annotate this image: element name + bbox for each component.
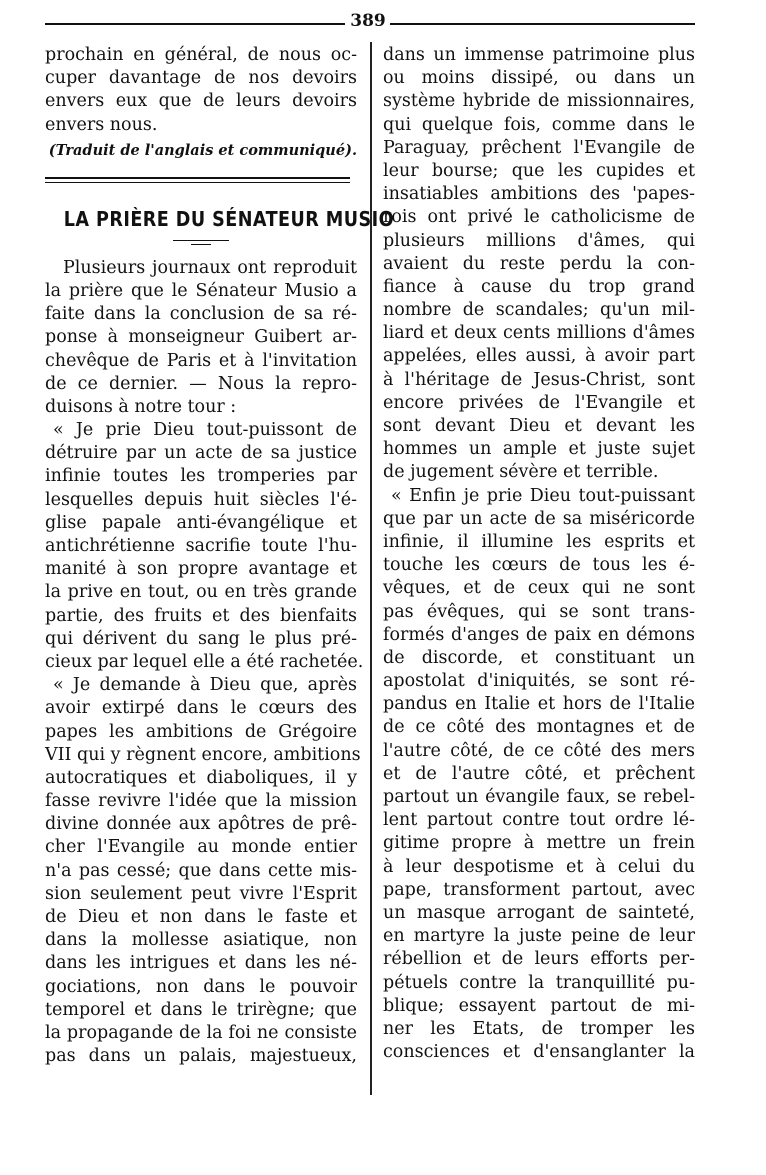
text-line: pas évêques, qui se sont trans- xyxy=(383,601,695,622)
text-line: VII qui y règnent encore, ambitions xyxy=(45,744,361,765)
intro-paragraph xyxy=(45,44,357,137)
text-line: plusieurs millions d'âmes, qui xyxy=(383,230,695,251)
text-line: sont devant Dieu et devant les xyxy=(383,416,695,436)
translation-credit: (Traduit de l'anglais et communiqué). xyxy=(48,141,357,159)
text-line: partie, des fruits et des bienfaits xyxy=(45,605,357,626)
text-line: la prière que le Sénateur Musio a xyxy=(45,280,357,301)
text-line: divine donnée aux apôtres de prê- xyxy=(45,814,357,835)
text-line: fiance à cause du trop grand xyxy=(383,276,695,297)
text-line: ou moins dissipé, ou dans un xyxy=(383,68,695,89)
text-line: nombre de scandales; qu'un mil- xyxy=(383,300,695,321)
text-line: l'autre côté, de ce côté des mers xyxy=(383,740,695,761)
text-line: touche les cœurs de tous les é- xyxy=(383,555,695,576)
text-line: système hybride de missionnaires, xyxy=(383,91,695,112)
text-line: dans un immense patrimoine plus xyxy=(383,45,695,65)
text-line: fasse revivre l'idée que la mission xyxy=(45,791,357,812)
title-ornament xyxy=(173,239,229,247)
text-line: avaient du reste perdu la con- xyxy=(383,253,695,274)
section-title: LA PRIÈRE DU SÉNATEUR MUSIO xyxy=(63,206,394,231)
paragraph-prayer-3 xyxy=(383,485,695,1065)
text-line: à l'héritage de Jesus-Christ, sont xyxy=(383,369,695,390)
text-line: qui quelque fois, comme dans le xyxy=(383,114,695,135)
left-column xyxy=(45,44,394,1068)
text-line: Paraguay, prêchent l'Evangile de xyxy=(383,137,695,158)
text-line: à leur despotisme et à celui du xyxy=(383,856,695,877)
section-divider xyxy=(45,177,350,179)
text-line: en martyre la juste peine de leur xyxy=(383,926,695,947)
text-line: infinie toutes les tromperies par xyxy=(45,466,357,487)
page-header xyxy=(45,10,695,32)
text-line: infinie, il illumine les esprits et xyxy=(383,531,695,552)
text-line: rois ont privé le catholicisme de xyxy=(383,207,695,228)
section-divider-thin xyxy=(45,182,350,183)
text-line: et de l'autre côté, et prêchent xyxy=(383,763,695,784)
text-line: « Je prie Dieu tout-puissont de xyxy=(53,420,357,441)
text-line: vêques, et de ceux qui ne sont xyxy=(383,578,695,599)
text-line: lesquelles depuis huit siècles l'é- xyxy=(45,489,357,510)
text-line: un masque arrogant de sainteté, xyxy=(383,902,695,923)
text-line: la propagande de la foi ne consiste xyxy=(45,1022,357,1043)
text-line: de jugement sévère et terrible. xyxy=(383,462,659,483)
text-line: faite dans la conclusion de sa ré- xyxy=(45,304,357,325)
text-line: Plusieurs journaux ont reproduit xyxy=(63,257,357,278)
text-line: lent partout contre tout ordre lé- xyxy=(383,810,695,831)
text-line: chevêque de Paris et à l'invitation xyxy=(45,350,357,371)
text-line: formés d'anges de paix en démons xyxy=(383,624,695,645)
paragraph-intro-prayer xyxy=(45,257,357,419)
text-line: cuper davantage de nos devoirs xyxy=(45,68,357,89)
text-line: partout un évangile faux, se rebel- xyxy=(383,787,695,807)
text-line: de Dieu et non dans le faste et xyxy=(45,907,357,927)
text-line: ponse à monseigneur Guibert ar- xyxy=(45,327,357,348)
text-line: cher l'Evangile au monde entier xyxy=(45,837,357,858)
page-number: 389 xyxy=(350,11,386,31)
text-line: que par un acte de sa miséricorde xyxy=(383,508,695,529)
text-line: encore privées de l'Evangile et xyxy=(383,392,695,413)
column-divider xyxy=(370,42,372,1095)
text-line: insatiables ambitions des 'papes- xyxy=(383,184,695,205)
text-line: consciences et d'ensanglanter la xyxy=(383,1042,695,1063)
text-line: temporel et dans le trirègne; que xyxy=(45,999,357,1020)
text-line: glise papale anti-évangélique et xyxy=(45,512,357,533)
header-rule-right xyxy=(390,23,695,25)
text-line: sion seulement peut vivre l'Esprit xyxy=(45,883,357,904)
paragraph-prayer-2 xyxy=(45,674,361,1068)
text-line: blique; essayent partout de mi- xyxy=(383,995,695,1016)
text-line: « Enfin je prie Dieu tout-puissant xyxy=(391,485,695,506)
text-line: antichrétienne sacrifie toute l'hu- xyxy=(45,536,357,556)
text-line: de ce côté des montagnes et de xyxy=(383,717,695,738)
text-line: papes les ambitions de Grégoire xyxy=(45,721,357,742)
right-column xyxy=(383,44,695,1064)
text-line: manité à son propre avantage et xyxy=(45,559,357,580)
text-line: envers nous. xyxy=(45,114,158,135)
text-line: appelées, elles aussi, à avoir part xyxy=(383,346,695,367)
paragraph-prayer-2-continued xyxy=(383,44,695,485)
text-line: pandus en Italie et hors de l'Italie xyxy=(383,694,695,715)
text-line: liard et deux cents millions d'âmes xyxy=(383,323,695,344)
text-line: prochain en général, de nous oc- xyxy=(45,45,357,65)
text-line: pas dans un palais, majestueux, xyxy=(45,1046,357,1067)
text-line: rébellion et de leurs efforts per- xyxy=(383,949,695,970)
text-line: duisons à notre tour : xyxy=(45,396,237,417)
text-line: qui dérivent du sang le plus pré- xyxy=(45,628,357,649)
text-line: hommes un ample et juste sujet xyxy=(383,439,695,460)
text-line: détruire par un acte de sa justice xyxy=(45,443,357,464)
text-line: la prive en tout, ou en très grande xyxy=(45,582,357,603)
text-line: pétuels contre la tranquillité pu- xyxy=(383,972,695,993)
text-line: de ce dernier. — Nous la repro- xyxy=(45,373,357,394)
text-line: ner les Etats, de tromper les xyxy=(383,1018,695,1039)
text-line: « Je demande à Dieu que, après xyxy=(53,675,357,696)
text-line: envers eux que de leurs devoirs xyxy=(45,91,357,112)
text-line: gociations, non dans le pouvoir xyxy=(45,976,357,997)
text-line: dans la mollesse asiatique, non xyxy=(45,930,357,951)
paragraph-prayer-1 xyxy=(45,419,364,674)
text-line: apostolat d'iniquités, se sont ré- xyxy=(383,671,695,692)
text-line: gitime propre à mettre un frein xyxy=(383,833,695,854)
text-line: cieux par lequel elle a été rachetée. xyxy=(45,651,364,672)
text-line: avoir extirpé dans le cœurs des xyxy=(45,698,357,719)
text-line: de discorde, et constituant un xyxy=(383,647,695,668)
text-line: autocratiques et diaboliques, il y xyxy=(45,767,357,788)
text-line: dans les intrigues et dans les né- xyxy=(45,953,357,974)
header-rule-left xyxy=(45,23,345,25)
text-line: n'a pas cessé; que dans cette mis- xyxy=(45,860,357,881)
text-line: pape, transforment partout, avec xyxy=(383,879,695,900)
text-line: leur bourse; que les cupides et xyxy=(383,160,695,181)
